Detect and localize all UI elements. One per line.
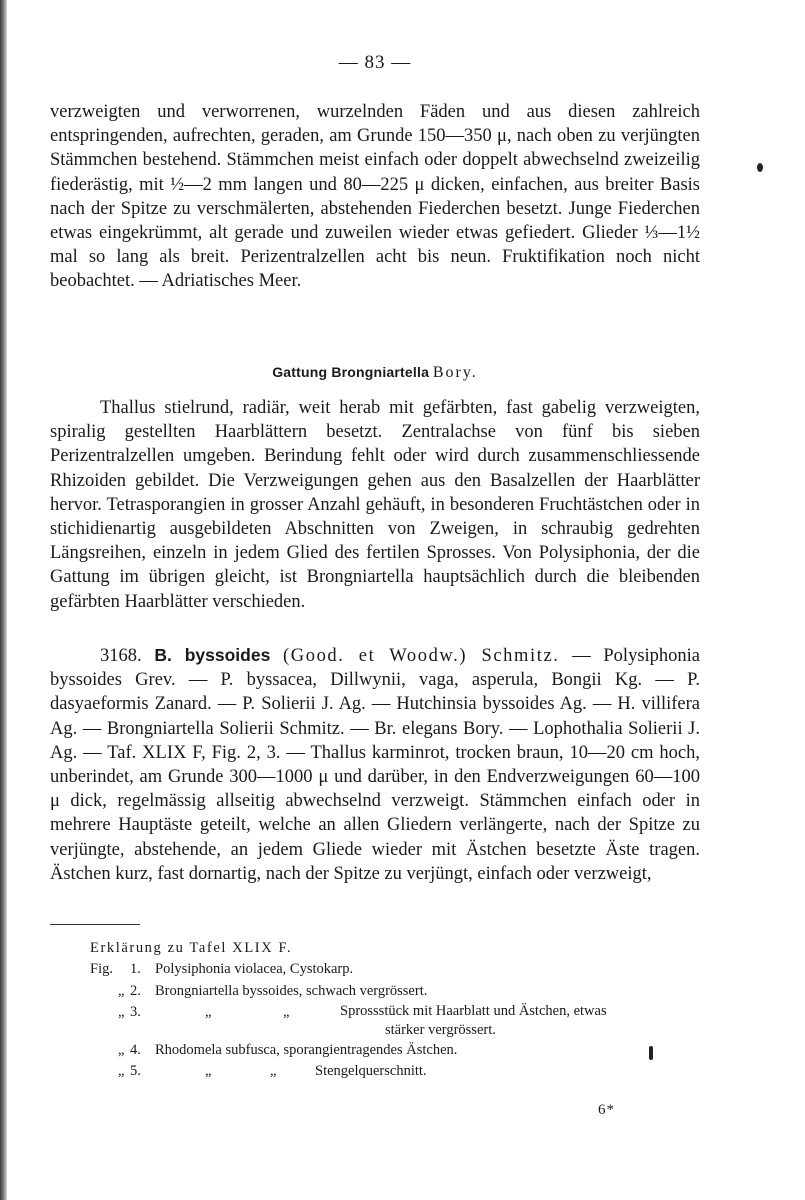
continuation-paragraph: verzweigten und verworrenen, wurzelnden Fäden und aus diesen zahlreich entspringenden, aufrechten, geraden, am Grunde 150—350 μ, nach oben zu verjüngten Stämmchen bestehend. Stämmchen meist einfach oder doppelt abwechselnd zweizeilig fiederästig, mit ½—2 mm langen und 80—225 μ dicken, einfachen, aus breiter Basis nach der Spitze zu verschmälerten, abstehenden Fiederchen besetzt. Junge Fiederchen etwas eingekrümmt, alt gerade und zuweilen wieder etwas gefiedert. Glieder ⅓—1½ mal so lang als breit. Perizentralzellen acht bis neun. Fruktifikation noch nicht beobachtet. — Adriatisches Meer. bbox=[50, 102, 700, 292]
ditto-mark: „ bbox=[270, 1063, 277, 1080]
ink-speck bbox=[757, 163, 763, 172]
species-entry bbox=[50, 643, 700, 886]
figure-label: „ bbox=[118, 1003, 125, 1020]
ditto-mark: „ bbox=[205, 1063, 212, 1080]
species-text: — Polysiphonia byssoides Grev. — P. byssacea, Dillwynii, vaga, asperula, Bongii Kg. — P. dasyaeformis Zanard. — P. Solierii J. Ag. — Hutchinsia byssoides Ag. — H. villifera Ag. — Brongniartella Solierii Schmitz. — Br. elegans Bory. — Lophothalia Solierii J. Ag. — Taf. XLIX F, Fig. 2, 3. — Thallus karminrot, trocken braun, 10—20 cm hoch, unberindet, am Grunde 300—1000 μ und darüber, in den Endverzweigungen 60—100 μ dick, regelmässig allseitig abwechselnd verzweigt. Stämmchen einfach oder in mehrere Hauptäste geteilt, welche an allen Gliedern verlängerte, nach der Spitze zu verjüngte, abstehende, an jedem Gliede wieder mit Ästchen besetzte Äste tragen. Ästchen kurz, fast dornartig, nach der Spitze zu verjüngt, einfach oder verzweigt, bbox=[50, 646, 701, 884]
figure-caption bbox=[90, 1002, 710, 1040]
figure-caption bbox=[90, 1061, 710, 1082]
ditto-mark: „ bbox=[205, 1003, 212, 1020]
figure-number: 1. bbox=[130, 961, 141, 978]
plate-explanation-heading: Erklärung zu Tafel XLIX F. bbox=[90, 940, 293, 956]
figure-label: „ bbox=[118, 1063, 125, 1080]
species-number: 3168. bbox=[100, 646, 142, 666]
figure-caption bbox=[90, 1040, 710, 1061]
genus-heading bbox=[50, 364, 700, 382]
figure-number: 5. bbox=[130, 1063, 141, 1080]
genus-heading-name: Gattung Brongniartella bbox=[272, 364, 430, 380]
sheet-signature: 6* bbox=[598, 1102, 615, 1118]
scan-left-edge bbox=[0, 0, 7, 1200]
genus-description: Thallus stielrund, radiär, weit herab mit gefärbten, fast gabelig verzweigten, spiralig gestellten Haarblättern besetzt. Zentralachse von fünf bis sieben Perizentralzellen umgeben. Berindung fehlt oder wird durch zusammenschliessende Rhizoiden gebildet. Die Verzweigungen gehen aus den Basalzellen der Haarblätter hervor. Tetrasporangien in grosser Anzahl gehäuft, in besonderen Fruchtästchen oder in stichidienartig ausgebildeten Abschnitten von Zweigen, in schraubig gedrehten Längsreihen, einzeln in jedem Glied des fertilen Sprosses. Von Polysiphonia, der die Gattung im übrigen gleicht, ist Brongniartella hauptsächlich durch die bleibenden gefärbten Haarblätter verschieden. bbox=[50, 398, 700, 612]
figure-number: 3. bbox=[130, 1003, 141, 1020]
figure-label: „ bbox=[118, 982, 125, 999]
figure-text bbox=[340, 1002, 670, 1040]
figure-text-line2: stärker vergrössert. bbox=[385, 1021, 496, 1038]
figure-caption bbox=[90, 959, 710, 980]
figure-text-line1: Sprossstück mit Haarblatt und Ästchen, etwas bbox=[340, 1002, 607, 1019]
figure-caption bbox=[90, 981, 710, 1002]
figure-number: 2. bbox=[130, 982, 141, 999]
figure-text: Stengelquerschnitt. bbox=[315, 1063, 427, 1080]
figure-number: 4. bbox=[130, 1041, 141, 1058]
plate-explanation bbox=[90, 938, 710, 1082]
ink-speck bbox=[649, 1046, 653, 1060]
footnote-rule bbox=[50, 924, 140, 925]
genus-heading-author: Bory. bbox=[432, 364, 478, 381]
species-authority: (Good. et Woodw.) Schmitz. bbox=[283, 646, 560, 666]
page-number: — 83 — bbox=[338, 52, 412, 73]
figure-text: Polysiphonia violacea, Cystokarp. bbox=[155, 961, 354, 978]
figure-label: „ bbox=[118, 1041, 125, 1058]
species-name: B. byssoides bbox=[154, 645, 271, 665]
figure-label: Fig. bbox=[90, 961, 113, 978]
figure-text: Rhodomela subfusca, sporangientragendes Ästchen. bbox=[155, 1041, 458, 1058]
figure-text: Brongniartella byssoides, schwach vergrössert. bbox=[155, 982, 428, 999]
ditto-mark: „ bbox=[283, 1003, 290, 1020]
